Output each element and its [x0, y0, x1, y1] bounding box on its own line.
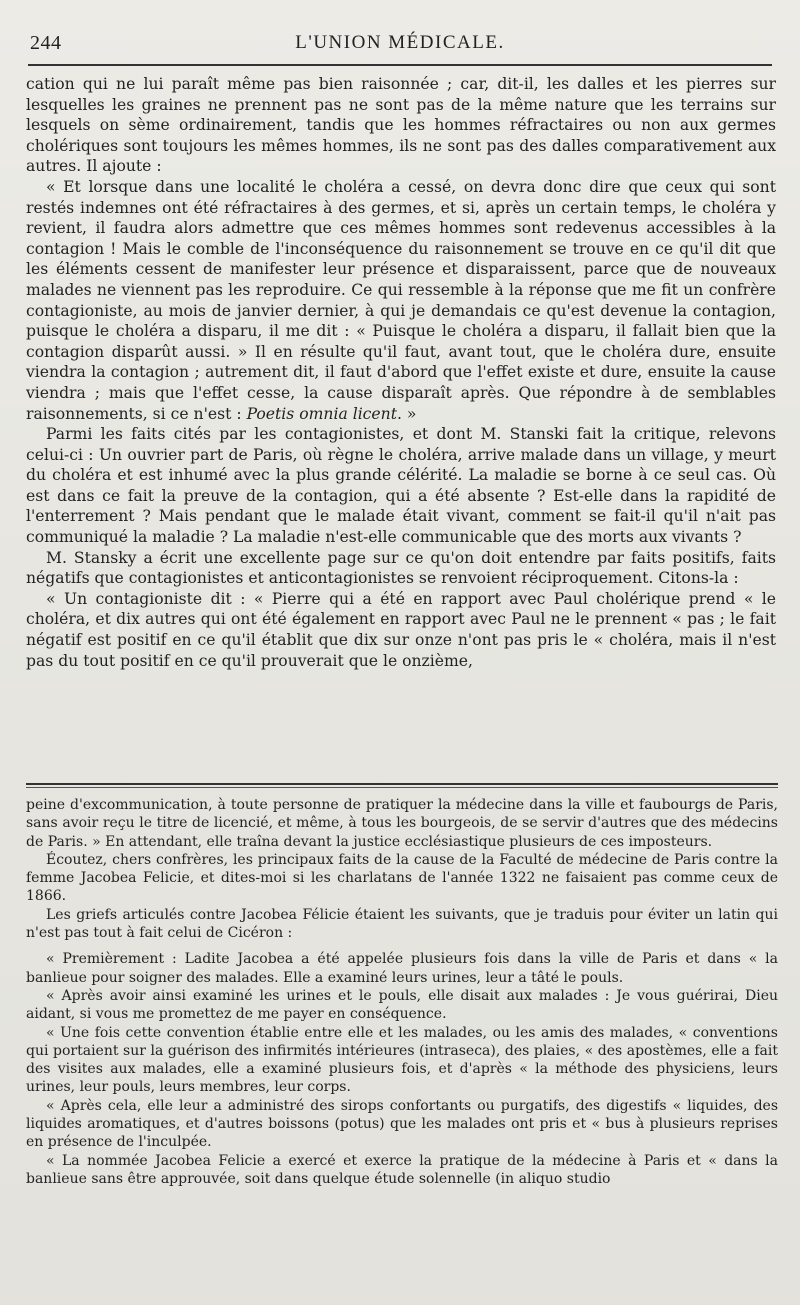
latin-quote: Poetis omnia licent [246, 404, 397, 423]
footnote-paragraph: Les griefs articulés contre Jacobea Félicie étaient les suivants, que je traduis pour éviter un latin qui n'est pas tout à fait celui de Cicéron : [26, 906, 778, 942]
footnote-rule [26, 783, 778, 785]
main-text [26, 74, 776, 671]
paragraph: Parmi les faits cités par les contagionistes, et dont M. Stanski fait la critique, relevons celui-ci : Un ouvrier part de Paris, où règne le choléra, arrive malade dans un village, y meurt du choléra et est inhumé avec la plus grande célérité. La maladie se borne à ce seul cas. Où est dans ce fait la preuve de la contagion, qui a été absente ? Est-elle dans la rapidité de l'enterrement ? Mais pendant que le malade était vivant, comment se fait-il qu'il n'ait pas communiqué la maladie ? La maladie n'est-elle communicable que des morts aux vivants ? [26, 425, 776, 547]
quote-close: . » [396, 404, 417, 423]
footnotes [26, 796, 778, 1188]
quoted-charges [26, 950, 778, 1188]
quote-paragraph: « Premièrement : Ladite Jacobea a été appelée plusieurs fois dans la ville de Paris et dans « la banlieue pour soigner des malades. Elle a examiné leurs urines, leur a tâté le pouls. [26, 951, 778, 986]
footnote-rule-thin [26, 787, 778, 788]
quote-paragraph: « Une fois cette convention établie entre elle et les malades, ou les amis des malades, « conventions qui portaient sur la guérison des infirmités intérieures (intraseca), des plaies, « des apostèmes, elle a fait des visites aux malades, elle a examiné plusieurs fois, et d'après « la méthode des physiciens, leurs urines, leur pouls, leurs membres, leur corps. [26, 1024, 778, 1096]
page-header [26, 30, 774, 60]
header-rule [28, 64, 772, 66]
page-number: 244 [30, 32, 62, 54]
running-title: L'UNION MÉDICALE. [295, 32, 505, 53]
paragraph: M. Stansky a écrit une excellente page sur ce qu'on doit entendre par faits positifs, faits négatifs que contagionistes et anticontagionistes se renvoient réciproquement. Citons-la : [26, 548, 776, 588]
quote-paragraph: « La nommée Jacobea Felicie a exercé et exerce la pratique de la médecine à Paris et « dans la banlieue sans être approuvée, soit dans quelque étude solennelle (in aliquo studio [26, 1152, 778, 1187]
paragraph [26, 177, 776, 424]
quote-paragraph: « Après cela, elle leur a administré des sirops confortants ou purgatifs, des digestifs « liquides, des liquides aromatiques, et d'autres boissons (potus) que les malades ont pris et « bus à plusieurs reprises en présence de l'inculpée. [26, 1097, 778, 1151]
paragraph-text: « Et lorsque dans une localité le choléra a cessé, on devra donc dire que ceux qui sont restés indemnes ont été réfractaires à des germes, et si, après un certain temps, le choléra y revient, il faudra alors admettre que ces mêmes hommes sont redevenus accessibles à la contagion ! Mais le comble de l'inconséquence du raisonnement se trouve en ce qu'il dit que les éléments cessent de manifester leur présence et disparaissent, parce que de nouveaux malades ne viennent pas les reproduire. Ce qui ressemble à la réponse que me fit un confrère contagioniste, au mois de janvier dernier, à qui je demandais ce qu'est devenue la contagion, puisque le choléra a disparu, il me dit : « Puisque le choléra a disparu, il fallait bien que la contagion disparût aussi. » Il en résulte qu'il faut, avant tout, que le choléra dure, ensuite viendra la contagion ; autrement dit, il faut d'abord que l'effet existe et dure, ensuite la cause viendra ; mais que l'effet cesse, la cause disparaît après. Que répondre à de semblables raisonnements, si ce n'est : [26, 177, 776, 423]
paragraph: « Un contagioniste dit : « Pierre qui a été en rapport avec Paul cholérique prend « le choléra, et dix autres qui ont été également en rapport avec Paul ne le prennent « pas ; le fait négatif est positif en ce qu'il établit que dix sur onze n'ont pas pris le « choléra, mais il n'est pas du tout positif en ce qu'il prouverait que le onzième, [26, 589, 776, 670]
quote-paragraph: « Après avoir ainsi examiné les urines et le pouls, elle disait aux malades : Je vous guérirai, Dieu aidant, si vous me promettez de me payer en conséquence. [26, 987, 778, 1023]
footnote-paragraph: Écoutez, chers confrères, les principaux faits de la cause de la Faculté de médecine de Paris contre la femme Jacobea Felicie, et dites-moi si les charlatans de l'année 1322 ne faisaient pas comme ceux de 1866. [26, 851, 778, 905]
footnote-paragraph: peine d'excommunication, à toute personne de pratiquer la médecine dans la ville et faubourgs de Paris, sans avoir reçu le titre de licencié, et même, à tous les bourgeois, de se servir d'autres que des médecins de Paris. » En attendant, elle traîna devant la justice ecclésiastique plusieurs de ces imposteurs. [26, 797, 778, 850]
paragraph: cation qui ne lui paraît même pas bien raisonnée ; car, dit-il, les dalles et les pierres sur lesquelles les graines ne prennent pas ne sont pas de la même nature que les terrains sur lesquels on sème ordinairement, tandis que les hommes réfractaires ou non aux germes cholériques sont toujours les mêmes hommes, ils ne sont pas des dalles comparativement aux autres. Il ajoute : [26, 75, 776, 176]
